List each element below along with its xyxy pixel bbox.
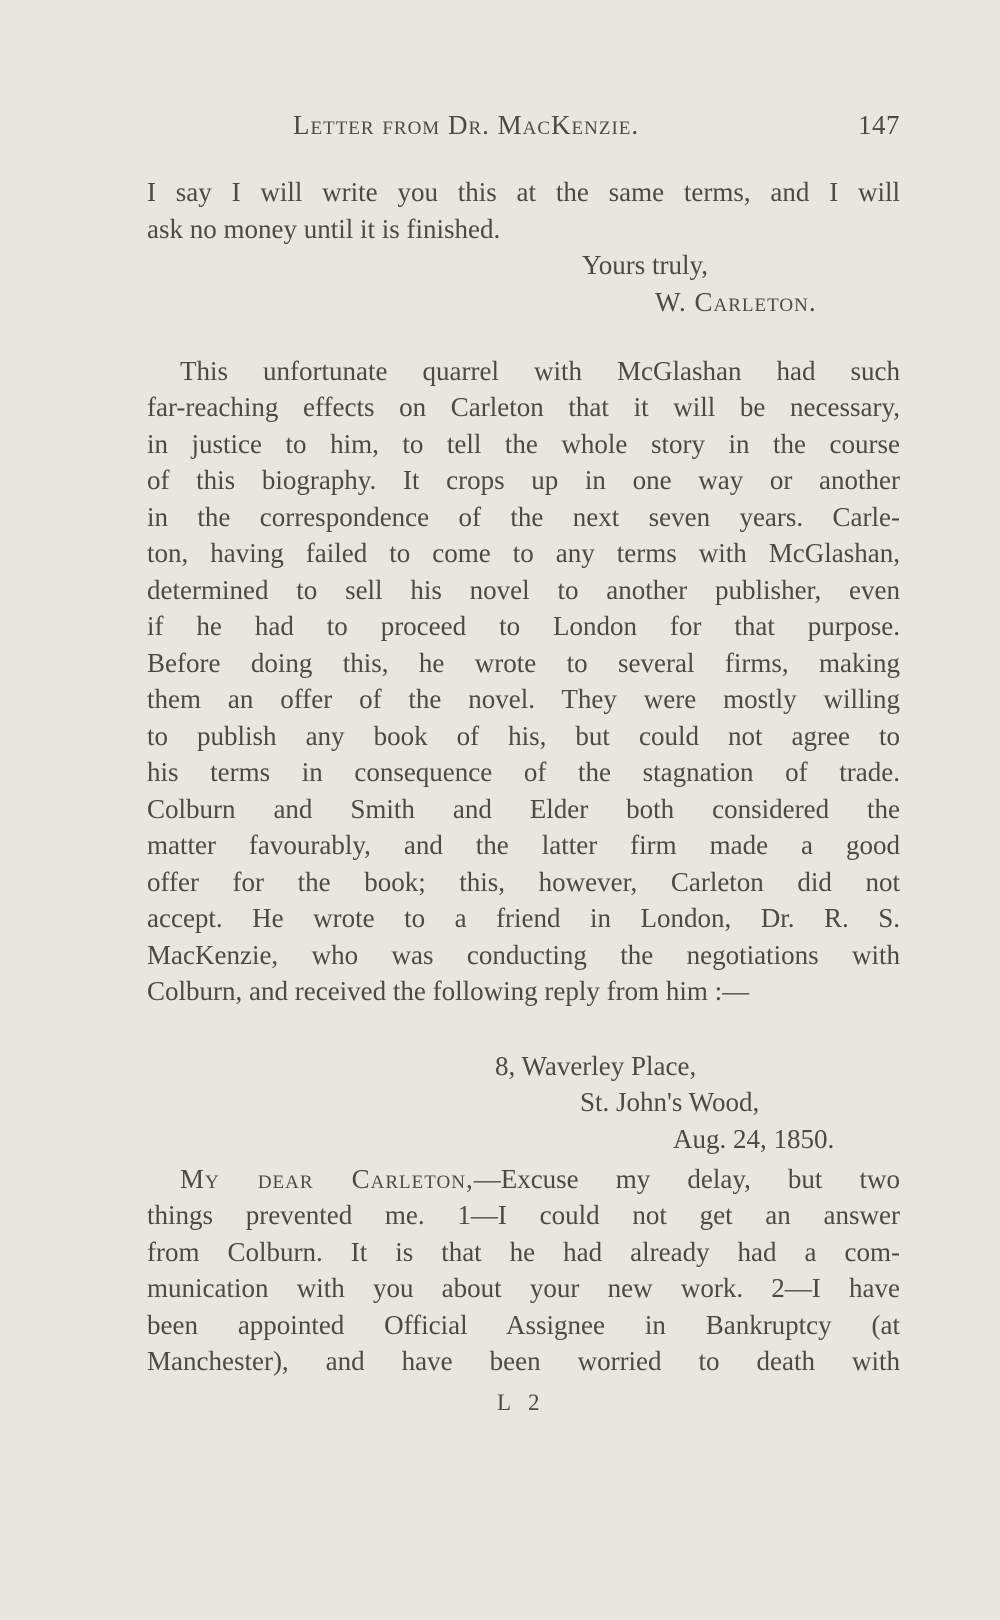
- address-street: 8, Waverley Place,: [495, 1051, 697, 1081]
- paragraph-line: them an offer of the novel. They were mostly willing: [147, 684, 900, 714]
- letter-line: [180, 1161, 900, 1197]
- paragraph-line: of this biography. It crops up in one way or another: [147, 465, 900, 495]
- paragraph-line: matter favourably, and the latter firm made a good: [147, 830, 900, 860]
- paragraph-line: his terms in consequence of the stagnation of trade.: [147, 757, 900, 787]
- paragraph-line: accept. He wrote to a friend in London, Dr. R. S.: [147, 903, 900, 933]
- running-header: [293, 110, 900, 150]
- printer-signature-mark: L 2: [497, 1390, 546, 1415]
- page-number: 147: [858, 110, 900, 140]
- paragraph-line: far-reaching effects on Carleton that it will be necessary,: [147, 392, 900, 422]
- letter-line: munication with you about your new work. 2—I have: [147, 1273, 900, 1303]
- paragraph-line: Colburn and Smith and Elder both considered the: [147, 794, 900, 824]
- letter-date: Aug. 24, 1850.: [673, 1124, 835, 1154]
- letter-salutation: My dear Carleton,: [180, 1164, 474, 1194]
- letter-line: been appointed Official Assignee in Bankruptcy (at: [147, 1310, 900, 1340]
- letter-text: —Excuse my delay, but two: [473, 1164, 900, 1194]
- paragraph-line: in justice to him, to tell the whole story in the course: [147, 429, 900, 459]
- paragraph-line: ton, having failed to come to any terms with McGlashan,: [147, 538, 900, 568]
- letter-line: Manchester), and have been worried to death with: [147, 1346, 900, 1376]
- text-line: ask no money until it is finished.: [147, 214, 501, 244]
- paragraph-line: MacKenzie, who was conducting the negotiations with: [147, 940, 900, 970]
- text-line: I say I will write you this at the same terms, and I will: [147, 177, 900, 207]
- letter-line: things prevented me. 1—I could not get an answer: [147, 1200, 900, 1230]
- letter-line: from Colburn. It is that he had already had a com-: [147, 1237, 900, 1267]
- paragraph-line: in the correspondence of the next seven years. Carle-: [147, 502, 900, 532]
- paragraph-line: Before doing this, he wrote to several firms, making: [147, 648, 900, 678]
- paragraph-line: if he had to proceed to London for that purpose.: [147, 611, 900, 641]
- paragraph-line: offer for the book; this, however, Carleton did not: [147, 867, 900, 897]
- address-district: St. John's Wood,: [580, 1087, 760, 1117]
- letter-signature: W. Carleton.: [655, 287, 817, 317]
- letter-closing: Yours truly,: [582, 250, 709, 280]
- paragraph-line: This unfortunate quarrel with McGlashan had such: [180, 356, 900, 386]
- paragraph-line: Colburn, and received the following reply from him :—: [147, 976, 750, 1006]
- running-title: Letter from Dr. MacKenzie.: [293, 110, 640, 140]
- paragraph-line: to publish any book of his, but could not agree to: [147, 721, 900, 751]
- paragraph-line: determined to sell his novel to another publisher, even: [147, 575, 900, 605]
